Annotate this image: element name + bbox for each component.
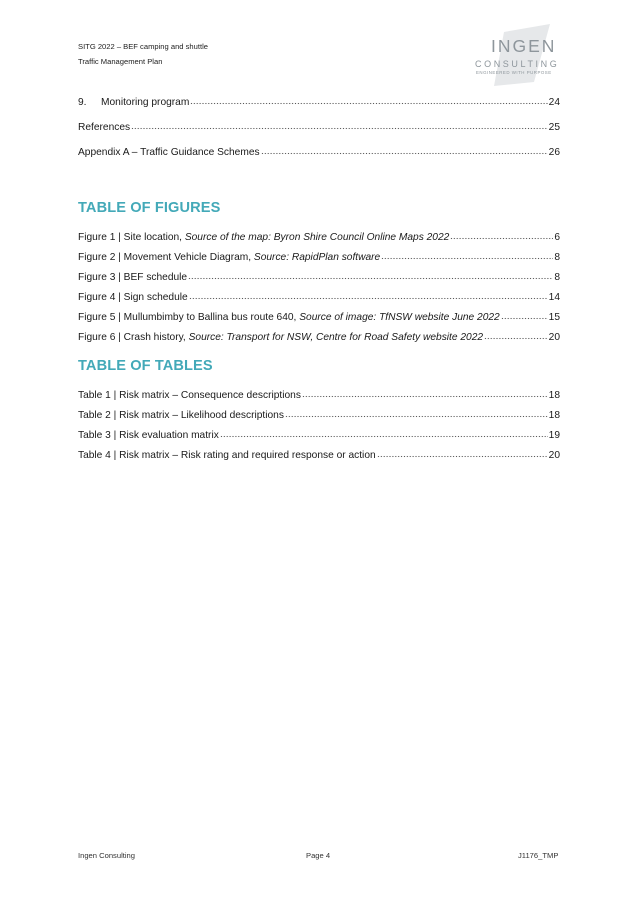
figure-page: 8 bbox=[554, 252, 560, 263]
toc-entry-monitoring-program[interactable] bbox=[78, 92, 560, 109]
toc-entry-page: 25 bbox=[548, 122, 560, 133]
figure-entry[interactable] bbox=[78, 327, 560, 344]
figure-label: Figure 1 | Site location, bbox=[78, 232, 185, 243]
table-of-tables-heading: TABLE OF TABLES bbox=[78, 358, 213, 374]
dot-leader bbox=[261, 142, 548, 155]
dot-leader bbox=[188, 267, 553, 280]
toc-entry-appendix-a[interactable] bbox=[78, 142, 560, 159]
toc-entry-references[interactable] bbox=[78, 117, 560, 134]
toc-entry-page: 26 bbox=[548, 147, 560, 158]
logo-name: INGEN bbox=[491, 36, 557, 56]
header-doc-type: Traffic Management Plan bbox=[78, 56, 163, 66]
logo-sub: CONSULTING bbox=[475, 59, 560, 69]
table-entry[interactable] bbox=[78, 425, 560, 442]
footer-company: Ingen Consulting bbox=[78, 851, 135, 860]
toc-entry-number: 9. bbox=[78, 97, 87, 108]
figure-page: 14 bbox=[548, 292, 560, 303]
table-page: 19 bbox=[548, 430, 560, 441]
logo-tagline: ENGINEERED WITH PURPOSE bbox=[476, 70, 552, 75]
toc-entry-label: Monitoring program bbox=[101, 97, 190, 108]
dot-leader bbox=[220, 425, 548, 438]
table-page: 18 bbox=[548, 390, 560, 401]
figure-page: 20 bbox=[548, 332, 560, 343]
running-header bbox=[78, 40, 208, 69]
figure-source: Source of the map: Byron Shire Council Online Maps 2022 bbox=[184, 232, 450, 243]
ingen-consulting-logo bbox=[472, 22, 568, 88]
table-page: 18 bbox=[548, 410, 560, 421]
figure-page: 15 bbox=[548, 312, 560, 323]
table-entry[interactable] bbox=[78, 445, 560, 462]
figure-page: 8 bbox=[554, 272, 560, 283]
figure-page: 6 bbox=[554, 232, 560, 243]
table-entry[interactable] bbox=[78, 405, 560, 422]
toc-entry-label: References bbox=[78, 122, 131, 133]
header-project-title: SITG 2022 – BEF camping and shuttle bbox=[78, 42, 209, 51]
table-label: Table 2 | Risk matrix – Likelihood descriptions bbox=[78, 410, 284, 421]
table-entry[interactable] bbox=[78, 385, 560, 402]
dot-leader bbox=[131, 117, 548, 130]
dot-leader bbox=[302, 385, 548, 398]
dot-leader bbox=[501, 307, 548, 320]
footer-page-number: Page 4 bbox=[306, 851, 331, 860]
table-page: 20 bbox=[548, 450, 560, 461]
dot-leader bbox=[285, 405, 548, 418]
table-label: Table 1 | Risk matrix – Consequence descriptions bbox=[78, 390, 301, 401]
toc-entry-label: Appendix A – Traffic Guidance Schemes bbox=[78, 147, 260, 158]
dot-leader bbox=[190, 92, 547, 105]
figure-source: Source: Transport for NSW, Centre for Road Safety website 2022 bbox=[188, 332, 484, 343]
figure-label: Figure 4 | Sign schedule bbox=[78, 292, 188, 303]
figure-source: Source: RapidPlan software bbox=[253, 252, 381, 263]
table-label: Table 3 | Risk evaluation matrix bbox=[78, 430, 219, 441]
figure-label: Figure 6 | Crash history, bbox=[78, 332, 189, 343]
footer-document-code: J1176_TMP bbox=[518, 851, 559, 860]
figure-entry[interactable] bbox=[78, 267, 560, 284]
figure-entry[interactable] bbox=[78, 247, 560, 264]
figure-entry[interactable] bbox=[78, 227, 560, 244]
dot-leader bbox=[189, 287, 548, 300]
table-of-figures-heading: TABLE OF FIGURES bbox=[78, 200, 221, 216]
toc-entry-page: 24 bbox=[548, 97, 560, 108]
figure-label: Figure 5 | Mullumbimby to Ballina bus route 640, bbox=[78, 312, 300, 323]
dot-leader bbox=[484, 327, 548, 340]
figure-label: Figure 2 | Movement Vehicle Diagram, bbox=[78, 252, 254, 263]
dot-leader bbox=[450, 227, 553, 240]
figure-label: Figure 3 | BEF schedule bbox=[78, 272, 188, 283]
figure-source: Source of image: TfNSW website June 2022 bbox=[299, 312, 500, 323]
dot-leader bbox=[381, 247, 553, 260]
figure-entry[interactable] bbox=[78, 307, 560, 324]
figure-entry[interactable] bbox=[78, 287, 560, 304]
table-label: Table 4 | Risk matrix – Risk rating and required response or action bbox=[78, 450, 376, 461]
dot-leader bbox=[377, 445, 548, 458]
